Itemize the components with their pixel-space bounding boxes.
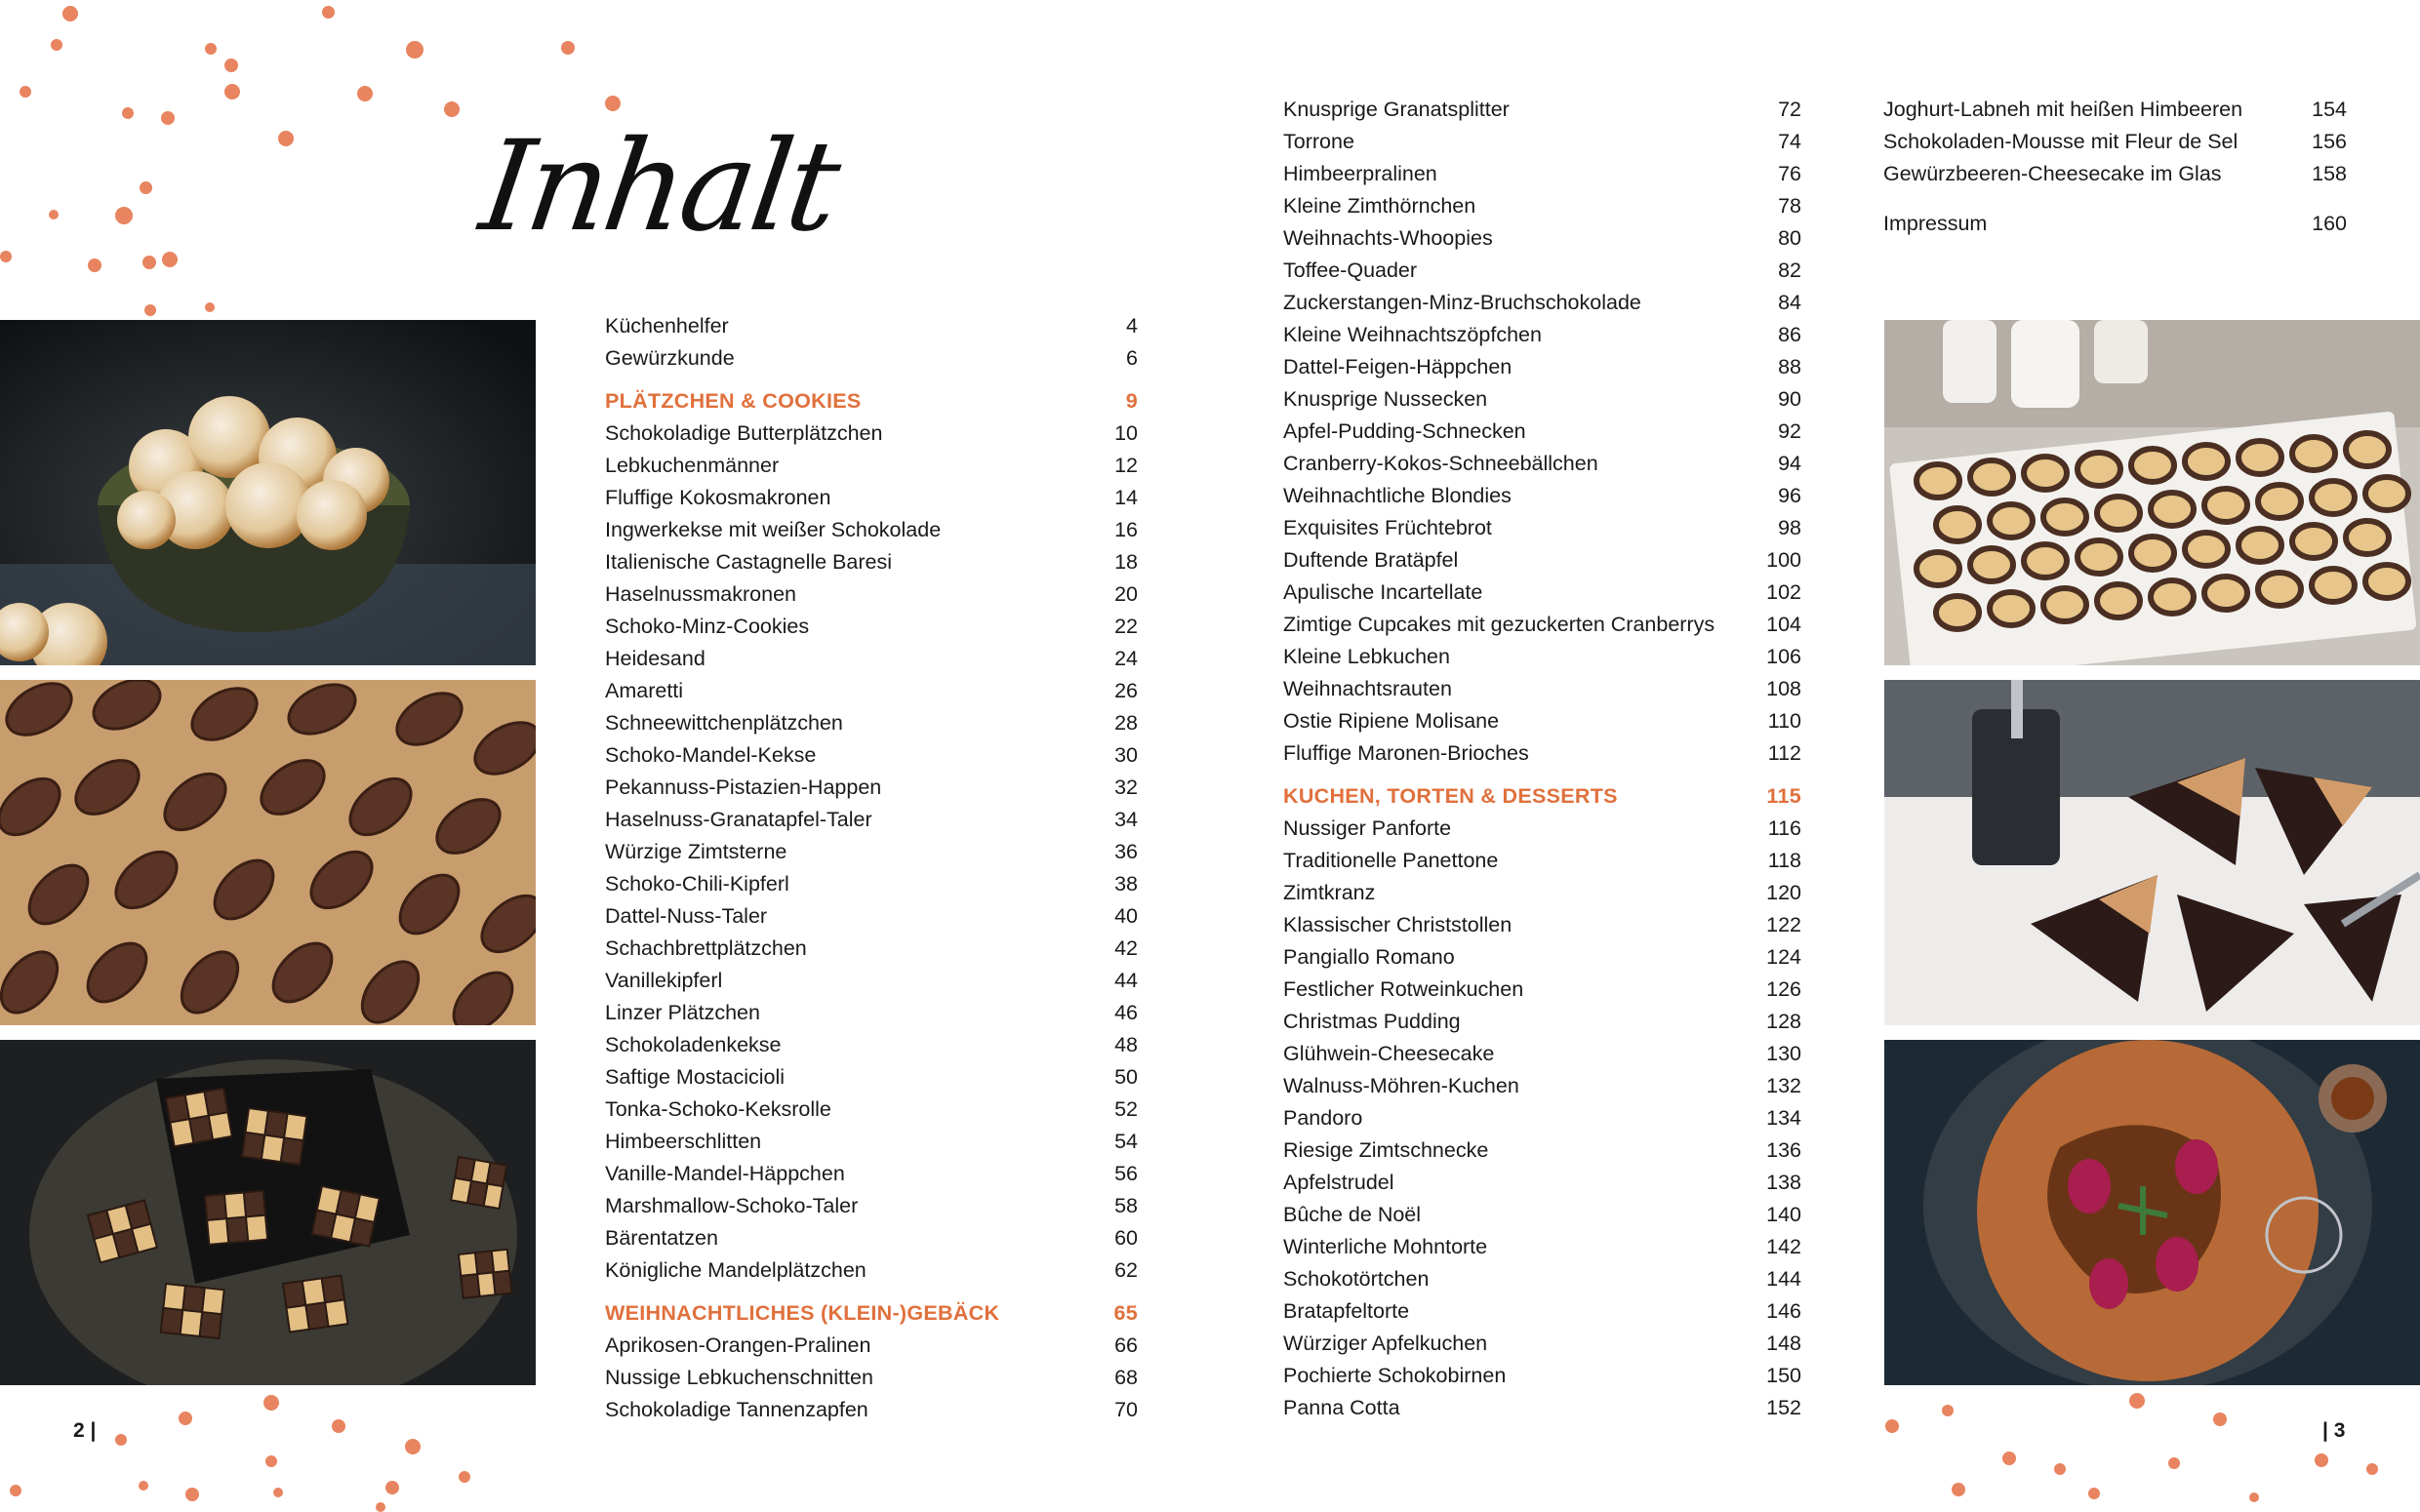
toc-section-heading	[1283, 780, 1801, 813]
toc-entry-title: Traditionelle Panettone	[1283, 849, 1499, 872]
toc-entry	[1283, 845, 1801, 877]
toc-entry	[605, 1061, 1138, 1094]
toc-entry	[605, 342, 1138, 375]
toc-entry-page: 94	[1778, 452, 1801, 475]
toc-entry-title: Weihnachtliche Blondies	[1283, 484, 1512, 507]
toc-entry-title: KUCHEN, TORTEN & DESSERTS	[1283, 784, 1618, 808]
confetti-dot	[1952, 1483, 1965, 1496]
toc-entry-title: Haselnussmakronen	[605, 582, 796, 606]
toc-entry-page: 56	[1114, 1162, 1138, 1185]
toc-entry	[605, 643, 1138, 675]
toc-entry-title: Walnuss-Möhren-Kuchen	[1283, 1074, 1519, 1097]
toc-entry-title: Ingwerkekse mit weißer Schokolade	[605, 518, 942, 541]
confetti-dot	[10, 1485, 21, 1496]
toc-entry-title: Vanillekipferl	[605, 969, 723, 992]
toc-entry	[1283, 673, 1801, 705]
toc-entry	[1283, 1328, 1801, 1360]
toc-entry	[605, 310, 1138, 342]
toc-entry-title: Cranberry-Kokos-Schneebällchen	[1283, 452, 1598, 475]
toc-entry-title: Duftende Bratäpfel	[1283, 548, 1459, 572]
toc-entry-title: Bûche de Noël	[1283, 1203, 1422, 1226]
toc-entry-title: Pangiallo Romano	[1283, 945, 1455, 969]
toc-entry	[605, 772, 1138, 804]
toc-entry-title: Schokoladige Butterplätzchen	[605, 421, 883, 445]
toc-entry	[1283, 255, 1801, 287]
toc-entry-page: 82	[1778, 259, 1801, 282]
toc-entry-page: 50	[1114, 1065, 1138, 1089]
toc-entry-page: 134	[1766, 1106, 1801, 1130]
toc-entry-page: 18	[1114, 550, 1138, 574]
toc-entry-page: 6	[1126, 346, 1138, 370]
toc-entry-page: 40	[1114, 904, 1138, 928]
toc-entry	[1283, 609, 1801, 641]
toc-entry-title: Kleine Weihnachtszöpfchen	[1283, 323, 1542, 346]
toc-entry-page: 58	[1114, 1194, 1138, 1217]
toc-entry	[1283, 544, 1801, 577]
toc-entry-page: 66	[1114, 1333, 1138, 1357]
toc-entry-page: 96	[1778, 484, 1801, 507]
confetti-dot	[2315, 1453, 2328, 1467]
toc-entry-page: 28	[1114, 711, 1138, 735]
confetti-dot	[20, 86, 31, 98]
toc-entry-page: 54	[1114, 1130, 1138, 1153]
toc-entry-title: Gewürzkunde	[605, 346, 735, 370]
toc-entry-title: Schoko-Mandel-Kekse	[605, 743, 817, 767]
toc-entry-title: Apfel-Pudding-Schnecken	[1283, 419, 1526, 443]
toc-entry	[605, 418, 1138, 450]
confetti-dot	[179, 1412, 192, 1425]
toc-entry	[1283, 448, 1801, 480]
toc-entry-title: Pochierte Schokobirnen	[1283, 1364, 1507, 1387]
toc-entry-page: 122	[1766, 913, 1801, 936]
confetti-dot	[2366, 1463, 2378, 1475]
toc-entry-page: 36	[1114, 840, 1138, 863]
toc-entry-title: Ostie Ripiene Molisane	[1283, 709, 1500, 733]
photo-chocolate-triangles	[1884, 680, 2420, 1025]
toc-entry-title: Amaretti	[605, 679, 684, 702]
toc-entry	[1883, 158, 2347, 190]
confetti-dot	[357, 86, 373, 101]
toc-entry-page: 38	[1114, 872, 1138, 895]
toc-entry-page: 72	[1778, 98, 1801, 121]
confetti-dot	[322, 6, 335, 19]
toc-entry-title: Apfelstrudel	[1283, 1171, 1394, 1194]
toc-entry-title: Schokotörtchen	[1283, 1267, 1430, 1291]
toc-entry-title: Vanille-Mandel-Häppchen	[605, 1162, 845, 1185]
toc-entry-page: 150	[1766, 1364, 1801, 1387]
toc-entry-title: Aprikosen-Orangen-Pralinen	[605, 1333, 871, 1357]
confetti-dot	[332, 1419, 345, 1433]
toc-entry-title: Kleine Lebkuchen	[1283, 645, 1450, 668]
toc-entry-page: 108	[1766, 677, 1801, 700]
toc-entry	[605, 900, 1138, 933]
toc-entry-title: Zimtige Cupcakes mit gezuckerten Cranberrys	[1283, 613, 1715, 636]
toc-entry-page: 74	[1778, 130, 1801, 153]
confetti-dot	[265, 1455, 277, 1467]
toc-entry	[1283, 126, 1801, 158]
toc-entry-page: 10	[1114, 421, 1138, 445]
confetti-dot	[561, 41, 575, 55]
toc-entry	[1283, 416, 1801, 448]
toc-entry	[605, 1330, 1138, 1362]
toc-entry	[1283, 383, 1801, 416]
toc-entry	[605, 1254, 1138, 1287]
toc-entry	[1283, 287, 1801, 319]
toc-entry-title: Toffee-Quader	[1283, 259, 1418, 282]
photo-chocolate-cookies-tray	[0, 680, 536, 1025]
toc-entry	[1283, 1360, 1801, 1392]
toc-entry-page: 130	[1766, 1042, 1801, 1065]
toc-entry	[1283, 1295, 1801, 1328]
toc-entry-title: Glühwein-Cheesecake	[1283, 1042, 1495, 1065]
toc-entry	[1283, 94, 1801, 126]
toc-entry-page: 14	[1114, 486, 1138, 509]
toc-entry-page: 116	[1767, 816, 1801, 840]
confetti-dot	[144, 304, 156, 316]
toc-entry-page: 30	[1114, 743, 1138, 767]
toc-entry-page: 132	[1766, 1074, 1801, 1097]
page-title: Inhalt	[472, 114, 845, 259]
confetti-dot	[278, 131, 294, 146]
toc-entry-title: Pekannuss-Pistazien-Happen	[605, 776, 882, 799]
toc-entry-page: 44	[1114, 969, 1138, 992]
toc-entry	[605, 868, 1138, 900]
toc-entry	[1283, 480, 1801, 512]
confetti-dot	[263, 1395, 279, 1411]
toc-entry-page: 68	[1114, 1366, 1138, 1389]
toc-entry-page: 112	[1767, 741, 1801, 765]
photo-checkerboard-cookies	[0, 1040, 536, 1385]
toc-entry-page: 106	[1766, 645, 1801, 668]
toc-entry-title: Tonka-Schoko-Keksrolle	[605, 1097, 831, 1121]
toc-entry	[1283, 877, 1801, 909]
toc-entry-page: 154	[2312, 98, 2347, 121]
toc-entry	[1283, 974, 1801, 1006]
toc-entry	[605, 1094, 1138, 1126]
toc-entry-page: 140	[1766, 1203, 1801, 1226]
toc-entry	[1283, 705, 1801, 737]
confetti-dot	[605, 96, 621, 111]
toc-entry	[605, 514, 1138, 546]
confetti-dot	[88, 259, 101, 272]
toc-entry-title: Zimtkranz	[1283, 881, 1376, 904]
confetti-dot	[115, 1434, 127, 1446]
toc-section-heading	[605, 1297, 1138, 1330]
toc-entry-page: 60	[1114, 1226, 1138, 1250]
toc-entry-page: 62	[1114, 1258, 1138, 1282]
confetti-dot	[2249, 1492, 2259, 1502]
confetti-dot	[205, 43, 217, 55]
toc-entry	[605, 611, 1138, 643]
confetti-dot	[2088, 1488, 2100, 1499]
toc-entry-title: Festlicher Rotweinkuchen	[1283, 977, 1524, 1001]
toc-entry-title: Christmas Pudding	[1283, 1010, 1461, 1033]
toc-entry	[1883, 94, 2347, 126]
toc-entry	[605, 933, 1138, 965]
toc-entry-title: Königliche Mandelplätzchen	[605, 1258, 867, 1282]
confetti-dot	[224, 59, 238, 72]
toc-entry-title: Impressum	[1883, 212, 1988, 235]
toc-entry-page: 70	[1114, 1398, 1138, 1421]
toc-entry-page: 78	[1778, 194, 1801, 218]
photo-coconut-macaroons	[0, 320, 536, 665]
toc-entry	[605, 707, 1138, 739]
toc-entry-title: Exquisites Früchtebrot	[1283, 516, 1492, 539]
confetti-dot	[2168, 1457, 2180, 1469]
toc-entry-page: 104	[1766, 613, 1801, 636]
confetti-dot	[142, 256, 156, 269]
photo-pastry-rolls-tray	[1884, 320, 2420, 665]
toc-entry-title: Knusprige Granatsplitter	[1283, 98, 1510, 121]
toc-entry-title: Dattel-Feigen-Häppchen	[1283, 355, 1512, 378]
toc-entry-page: 80	[1778, 226, 1801, 250]
toc-entry	[1283, 222, 1801, 255]
toc-entry-title: Kleine Zimthörnchen	[1283, 194, 1476, 218]
toc-entry-title: Panna Cotta	[1283, 1396, 1400, 1419]
toc-section-heading	[605, 385, 1138, 418]
confetti-dot	[62, 6, 78, 21]
toc-entry	[1283, 641, 1801, 673]
toc-entry	[1283, 1070, 1801, 1102]
toc-entry-page: 90	[1778, 387, 1801, 411]
toc-entry-title: Haselnuss-Granatapfel-Taler	[605, 808, 872, 831]
confetti-dot	[405, 1439, 421, 1454]
toc-entry-title: Joghurt-Labneh mit heißen Himbeeren	[1883, 98, 2243, 121]
toc-entry	[605, 997, 1138, 1029]
toc-entry	[605, 482, 1138, 514]
toc-entry	[605, 1029, 1138, 1061]
toc-entry-title: Apulische Incartellate	[1283, 580, 1483, 604]
toc-entry	[605, 675, 1138, 707]
toc-entry-title: PLÄTZCHEN & COOKIES	[605, 389, 862, 413]
confetti-dot	[406, 41, 424, 59]
confetti-dot	[161, 111, 175, 125]
toc-entry	[1283, 813, 1801, 845]
toc-entry-title: Gewürzbeeren-Cheesecake im Glas	[1883, 162, 2222, 185]
toc-entry-page: 24	[1114, 647, 1138, 670]
toc-entry-page: 4	[1126, 314, 1138, 338]
toc-entry-title: Schneewittchenplätzchen	[605, 711, 843, 735]
toc-entry-title: Dattel-Nuss-Taler	[605, 904, 768, 928]
toc-entry-page: 34	[1114, 808, 1138, 831]
toc-entry-page: 86	[1778, 323, 1801, 346]
toc-entry-page: 124	[1766, 945, 1801, 969]
toc-entry-title: Würzige Zimtsterne	[605, 840, 787, 863]
toc-entry-title: Fluffige Maronen-Brioches	[1283, 741, 1529, 765]
toc-entry-page: 158	[2312, 162, 2347, 185]
toc-entry-page: 48	[1114, 1033, 1138, 1056]
toc-entry-title: Schokoladige Tannenzapfen	[605, 1398, 868, 1421]
confetti-dot	[2054, 1463, 2066, 1475]
toc-entry	[1283, 909, 1801, 941]
confetti-dot	[49, 210, 59, 219]
toc-entry-page: 100	[1766, 548, 1801, 572]
toc-entry	[1283, 1392, 1801, 1424]
toc-entry	[605, 1222, 1138, 1254]
toc-entry	[1283, 1199, 1801, 1231]
toc-entry-page: 142	[1766, 1235, 1801, 1258]
page-number-left: 2 |	[73, 1419, 97, 1442]
toc-entry	[1283, 1134, 1801, 1167]
toc-entry	[1283, 158, 1801, 190]
confetti-dot	[1885, 1419, 1899, 1433]
toc-entry-page: 110	[1767, 709, 1801, 733]
toc-entry	[605, 739, 1138, 772]
confetti-dot	[162, 252, 178, 267]
confetti-dot	[2213, 1413, 2227, 1426]
toc-entry	[605, 578, 1138, 611]
toc-entry-title: Italienische Castagnelle Baresi	[605, 550, 892, 574]
toc-entry-page: 92	[1778, 419, 1801, 443]
toc-entry	[605, 1158, 1138, 1190]
confetti-dot	[205, 302, 215, 312]
toc-entry-page: 152	[1766, 1396, 1801, 1419]
photo-cake-with-sauce	[1884, 1040, 2420, 1385]
toc-entry-page: 115	[1766, 784, 1801, 808]
toc-entry-page: 65	[1113, 1301, 1138, 1325]
toc-entry-page: 156	[2312, 130, 2347, 153]
toc-entry-page: 160	[2312, 212, 2347, 235]
toc-entry-page: 32	[1114, 776, 1138, 799]
toc-entry-title: Pandoro	[1283, 1106, 1363, 1130]
confetti-dot	[0, 251, 12, 262]
toc-entry-title: Bärentatzen	[605, 1226, 718, 1250]
toc-entry-title: Schokoladenkekse	[605, 1033, 782, 1056]
toc-entry-title: WEIHNACHTLICHES (KLEIN-)GEBÄCK	[605, 1301, 1000, 1325]
toc-entry-page: 26	[1114, 679, 1138, 702]
toc-entry-page: 144	[1766, 1267, 1801, 1291]
confetti-dot	[122, 107, 134, 119]
toc-entry-page: 136	[1766, 1138, 1801, 1162]
toc-entry	[605, 546, 1138, 578]
toc-entry-title: Nussige Lebkuchenschnitten	[605, 1366, 873, 1389]
confetti-dot	[459, 1471, 470, 1483]
toc-entry-title: Bratapfeltorte	[1283, 1299, 1410, 1323]
toc-entry-page: 16	[1114, 518, 1138, 541]
toc-entry	[1283, 941, 1801, 974]
toc-entry	[1283, 1167, 1801, 1199]
toc-entry-page: 22	[1114, 615, 1138, 638]
toc-entry	[605, 965, 1138, 997]
toc-entry	[605, 1362, 1138, 1394]
confetti-dot	[140, 181, 152, 194]
toc-entry-title: Schachbrettplätzchen	[605, 936, 807, 960]
toc-entry	[1283, 577, 1801, 609]
toc-entry-title: Küchenhelfer	[605, 314, 729, 338]
confetti-dot	[273, 1488, 283, 1497]
toc-entry-title: Winterliche Mohntorte	[1283, 1235, 1488, 1258]
confetti-dot	[115, 207, 133, 224]
toc-entry-page: 138	[1766, 1171, 1801, 1194]
toc-entry-title: Schokoladen-Mousse mit Fleur de Sel	[1883, 130, 2238, 153]
toc-entry	[1883, 126, 2347, 158]
toc-entry	[1283, 1006, 1801, 1038]
confetti-dot	[2129, 1393, 2145, 1409]
toc-entry	[605, 1190, 1138, 1222]
toc-entry-page: 120	[1766, 881, 1801, 904]
toc-entry-page: 102	[1766, 580, 1801, 604]
toc-entry-page: 52	[1114, 1097, 1138, 1121]
toc-entry	[1283, 512, 1801, 544]
toc-entry	[1883, 208, 2347, 240]
toc-entry-title: Klassischer Christstollen	[1283, 913, 1512, 936]
toc-entry	[1283, 351, 1801, 383]
toc-entry-title: Marshmallow-Schoko-Taler	[605, 1194, 859, 1217]
toc-entry	[1283, 190, 1801, 222]
toc-entry	[1283, 1263, 1801, 1295]
toc-entry-title: Zuckerstangen-Minz-Bruchschokolade	[1283, 291, 1641, 314]
toc-entry-page: 126	[1766, 977, 1801, 1001]
toc-entry-title: Linzer Plätzchen	[605, 1001, 760, 1024]
toc-entry-title: Schoko-Minz-Cookies	[605, 615, 810, 638]
toc-entry	[1283, 1102, 1801, 1134]
toc-entry-page: 12	[1114, 454, 1138, 477]
toc-entry-page: 46	[1114, 1001, 1138, 1024]
toc-entry-page: 88	[1778, 355, 1801, 378]
toc-entry-title: Riesige Zimtschnecke	[1283, 1138, 1489, 1162]
toc-entry-page: 20	[1114, 582, 1138, 606]
toc-entry	[605, 804, 1138, 836]
toc-entry-title: Würziger Apfelkuchen	[1283, 1332, 1488, 1355]
toc-entry-title: Knusprige Nussecken	[1283, 387, 1488, 411]
toc-entry-page: 84	[1778, 291, 1801, 314]
toc-entry-page: 76	[1778, 162, 1801, 185]
confetti-dot	[376, 1502, 385, 1512]
toc-entry	[605, 1126, 1138, 1158]
toc-entry-page: 9	[1125, 389, 1138, 413]
toc-entry-page: 128	[1766, 1010, 1801, 1033]
toc-entry	[1283, 319, 1801, 351]
toc-entry-title: Heidesand	[605, 647, 706, 670]
toc-entry-page: 42	[1114, 936, 1138, 960]
toc-entry-page: 148	[1766, 1332, 1801, 1355]
page-number-right: | 3	[2322, 1419, 2346, 1442]
toc-entry-title: Saftige Mostacicioli	[605, 1065, 786, 1089]
toc-entry-title: Schoko-Chili-Kipferl	[605, 872, 789, 895]
toc-entry-title: Weihnachtsrauten	[1283, 677, 1452, 700]
toc-entry	[1283, 1038, 1801, 1070]
toc-entry	[605, 450, 1138, 482]
toc-entry-page: 98	[1778, 516, 1801, 539]
confetti-dot	[51, 39, 62, 51]
confetti-dot	[444, 101, 460, 117]
toc-entry-title: Weihnachts-Whoopies	[1283, 226, 1493, 250]
confetti-dot	[2002, 1452, 2016, 1465]
toc-entry-title: Himbeerpralinen	[1283, 162, 1437, 185]
toc-entry-title: Lebkuchenmänner	[605, 454, 780, 477]
toc-entry-page: 118	[1767, 849, 1801, 872]
confetti-dot	[139, 1481, 148, 1491]
confetti-dot	[185, 1488, 199, 1501]
toc-entry-title: Fluffige Kokosmakronen	[605, 486, 831, 509]
confetti-dot	[385, 1481, 399, 1494]
confetti-dot	[1942, 1405, 1954, 1416]
toc-entry	[605, 836, 1138, 868]
toc-entry	[605, 1394, 1138, 1426]
toc-entry-title: Himbeerschlitten	[605, 1130, 762, 1153]
toc-entry-title: Torrone	[1283, 130, 1354, 153]
confetti-dot	[224, 84, 240, 99]
toc-entry	[1283, 1231, 1801, 1263]
toc-entry	[1283, 737, 1801, 770]
toc-entry-title: Nussiger Panforte	[1283, 816, 1452, 840]
toc-entry-page: 146	[1766, 1299, 1801, 1323]
